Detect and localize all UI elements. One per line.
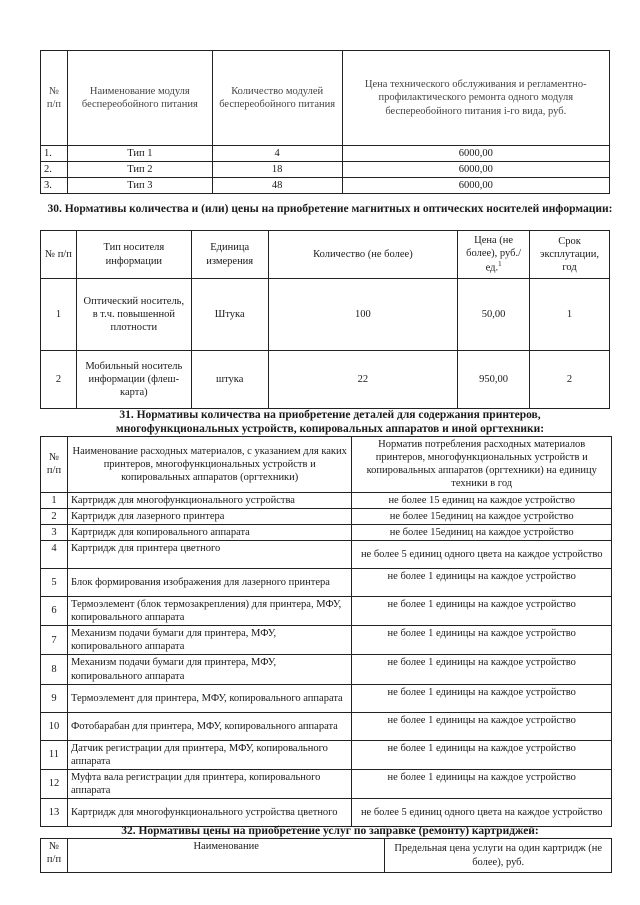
col-header-price: Цена технического обслуживания и регламентно-профилактического ремонта одного модуля беспереобойного питания i-го вида, руб. xyxy=(342,51,609,146)
cell-price: 50,00 xyxy=(458,279,530,351)
col-header-num: № п/п xyxy=(41,839,68,873)
table-row xyxy=(41,279,610,351)
cell-price: 6000,00 xyxy=(342,178,609,194)
cell-num: 1. xyxy=(41,146,68,162)
col-header-consumable: Наименование расходных материалов, с указанием для каких принтеров, многофункциональных устройств и копировальных аппаратов (оргтехники) xyxy=(67,437,351,493)
cell-term: 2 xyxy=(530,351,610,409)
cell-norm: не более 5 единиц одного цвета на каждое устройство xyxy=(352,540,612,568)
table-row xyxy=(41,712,612,740)
cell-name: Тип 1 xyxy=(67,146,212,162)
cell-consumable: Блок формирования изображения для лазерного принтера xyxy=(67,568,351,596)
col-header-term: Срок эксплутации, год xyxy=(530,231,610,279)
col-header-media-type: Тип носителя информации xyxy=(76,231,191,279)
cell-num: 2 xyxy=(41,351,77,409)
cell-num: 7 xyxy=(41,626,68,655)
cell-norm: не более 1 единицы на каждое устройство xyxy=(352,769,612,798)
cell-norm: не более 1 единицы на каждое устройство xyxy=(352,684,612,712)
cell-price: 950,00 xyxy=(458,351,530,409)
cell-num: 3. xyxy=(41,178,68,194)
section-31-title: 31. Нормативы количества на приобретение деталей для содержания принтеров, многофункциональных устройств, копировальных аппаратов и иной оргтехники: xyxy=(115,409,545,436)
col-header-qty: Количество (не более) xyxy=(268,231,458,279)
cell-norm: не более 15единиц на каждое устройство xyxy=(352,524,612,540)
cell-num: 11 xyxy=(41,740,68,769)
cell-norm: не более 1 единицы на каждое устройство xyxy=(352,596,612,625)
col-header-price: Цена (не более), руб./ед.$^1$ xyxy=(458,231,530,279)
cartridge-service-table xyxy=(40,838,612,873)
cell-num: 13 xyxy=(41,799,68,827)
col-header-max-price: Предельная цена услуги на один картридж (не более), руб. xyxy=(385,839,612,873)
table-row xyxy=(41,799,612,827)
cell-price: 6000,00 xyxy=(342,162,609,178)
cell-term: 1 xyxy=(530,279,610,351)
col-header-module-qty: Количество модулей беспереобойного питания xyxy=(212,51,342,146)
table-row xyxy=(41,626,612,655)
cell-name: Тип 3 xyxy=(67,178,212,194)
cell-qty: 48 xyxy=(212,178,342,194)
col-header-module-name: Наименование модуля беспереобойного питания xyxy=(67,51,212,146)
table-row xyxy=(41,740,612,769)
cell-consumable: Картридж для многофункционального устройства xyxy=(67,492,351,508)
cell-norm: не более 1 единицы на каждое устройство xyxy=(352,568,612,596)
col-header-name: Наименование xyxy=(67,839,384,873)
cell-num: 6 xyxy=(41,596,68,625)
section-32-title: 32. Нормативы цены на приобретение услуг по заправке (ремонту) картриджей: xyxy=(121,825,539,837)
cell-consumable: Механизм подачи бумаги для принтера, МФУ, копировального аппарата xyxy=(67,655,351,684)
cell-num: 2. xyxy=(41,162,68,178)
cell-consumable: Картридж для лазерного принтера xyxy=(67,508,351,524)
cell-media-type: Оптический носитель, в т.ч. повышенной плотности xyxy=(76,279,191,351)
table-header-row xyxy=(41,231,610,279)
table-header-row xyxy=(41,51,610,146)
cell-qty: 22 xyxy=(268,351,458,409)
cell-consumable: Термоэлемент для принтера, МФУ, копировального аппарата xyxy=(67,684,351,712)
col-header-num: № п/п xyxy=(41,231,77,279)
cell-num: 12 xyxy=(41,769,68,798)
col-header-num: № п/п xyxy=(41,437,68,493)
col-header-num: № п/п xyxy=(41,51,68,146)
col-header-norm: Норматив потребления расходных материалов принтеров, многофункциональных устройств и копировальных аппаратов (оргтехники) на единицу техники в год xyxy=(352,437,612,493)
cell-norm: не более 15единиц на каждое устройство xyxy=(352,508,612,524)
cell-name: Тип 2 xyxy=(67,162,212,178)
cell-norm: не более 1 единицы на каждое устройство xyxy=(352,740,612,769)
cell-norm: не более 1 единицы на каждое устройство xyxy=(352,626,612,655)
cell-price: 6000,00 xyxy=(342,146,609,162)
table-row xyxy=(41,162,610,178)
cell-unit: штука xyxy=(191,351,268,409)
cell-consumable: Датчик регистрации для принтера, МФУ, копировального аппарата xyxy=(67,740,351,769)
cell-consumable: Картридж для многофункционального устройства цветного xyxy=(67,799,351,827)
section-30-title: 30. Нормативы количества и (или) цены на приобретение магнитных и оптических носителей информации: xyxy=(47,203,613,215)
cell-num: 9 xyxy=(41,684,68,712)
cell-norm: не более 1 единицы на каждое устройство xyxy=(352,655,612,684)
table-row xyxy=(41,568,612,596)
cell-consumable: Картридж для копировального аппарата xyxy=(67,524,351,540)
cell-qty: 4 xyxy=(212,146,342,162)
cell-consumable: Муфта вала регистрации для принтера, копировального аппарата xyxy=(67,769,351,798)
cell-num: 8 xyxy=(41,655,68,684)
cell-num: 4 xyxy=(41,540,68,568)
cell-num: 1 xyxy=(41,492,68,508)
table-row xyxy=(41,655,612,684)
cell-num: 3 xyxy=(41,524,68,540)
cell-norm: не более 5 единиц одного цвета на каждое устройство xyxy=(352,799,612,827)
cell-norm: не более 15 единиц на каждое устройство xyxy=(352,492,612,508)
cell-media-type: Мобильный носитель информации (флеш-карта) xyxy=(76,351,191,409)
consumables-norms-table xyxy=(40,436,612,827)
table-row xyxy=(41,146,610,162)
table-row xyxy=(41,769,612,798)
ups-maintenance-table xyxy=(40,50,610,194)
table-row xyxy=(41,524,612,540)
table-row xyxy=(41,178,610,194)
cell-num: 10 xyxy=(41,712,68,740)
media-norms-table xyxy=(40,230,610,409)
cell-num: 2 xyxy=(41,508,68,524)
table-row xyxy=(41,508,612,524)
cell-qty: 18 xyxy=(212,162,342,178)
cell-num: 5 xyxy=(41,568,68,596)
table-header-row xyxy=(41,839,612,873)
table-row xyxy=(41,596,612,625)
table-row xyxy=(41,684,612,712)
cell-consumable: Фотобарабан для принтера, МФУ, копировального аппарата xyxy=(67,712,351,740)
cell-consumable: Механизм подачи бумаги для принтера, МФУ, копировального аппарата xyxy=(67,626,351,655)
cell-norm: не более 1 единицы на каждое устройство xyxy=(352,712,612,740)
cell-unit: Штука xyxy=(191,279,268,351)
col-header-unit: Единица измерения xyxy=(191,231,268,279)
table-row xyxy=(41,351,610,409)
cell-consumable: Картридж для принтера цветного xyxy=(67,540,351,568)
table-header-row xyxy=(41,437,612,493)
table-row xyxy=(41,492,612,508)
cell-qty: 100 xyxy=(268,279,458,351)
table-row xyxy=(41,540,612,568)
cell-num: 1 xyxy=(41,279,77,351)
cell-consumable: Термоэлемент (блок термозакрепления) для принтера, МФУ, копировального аппарата xyxy=(67,596,351,625)
